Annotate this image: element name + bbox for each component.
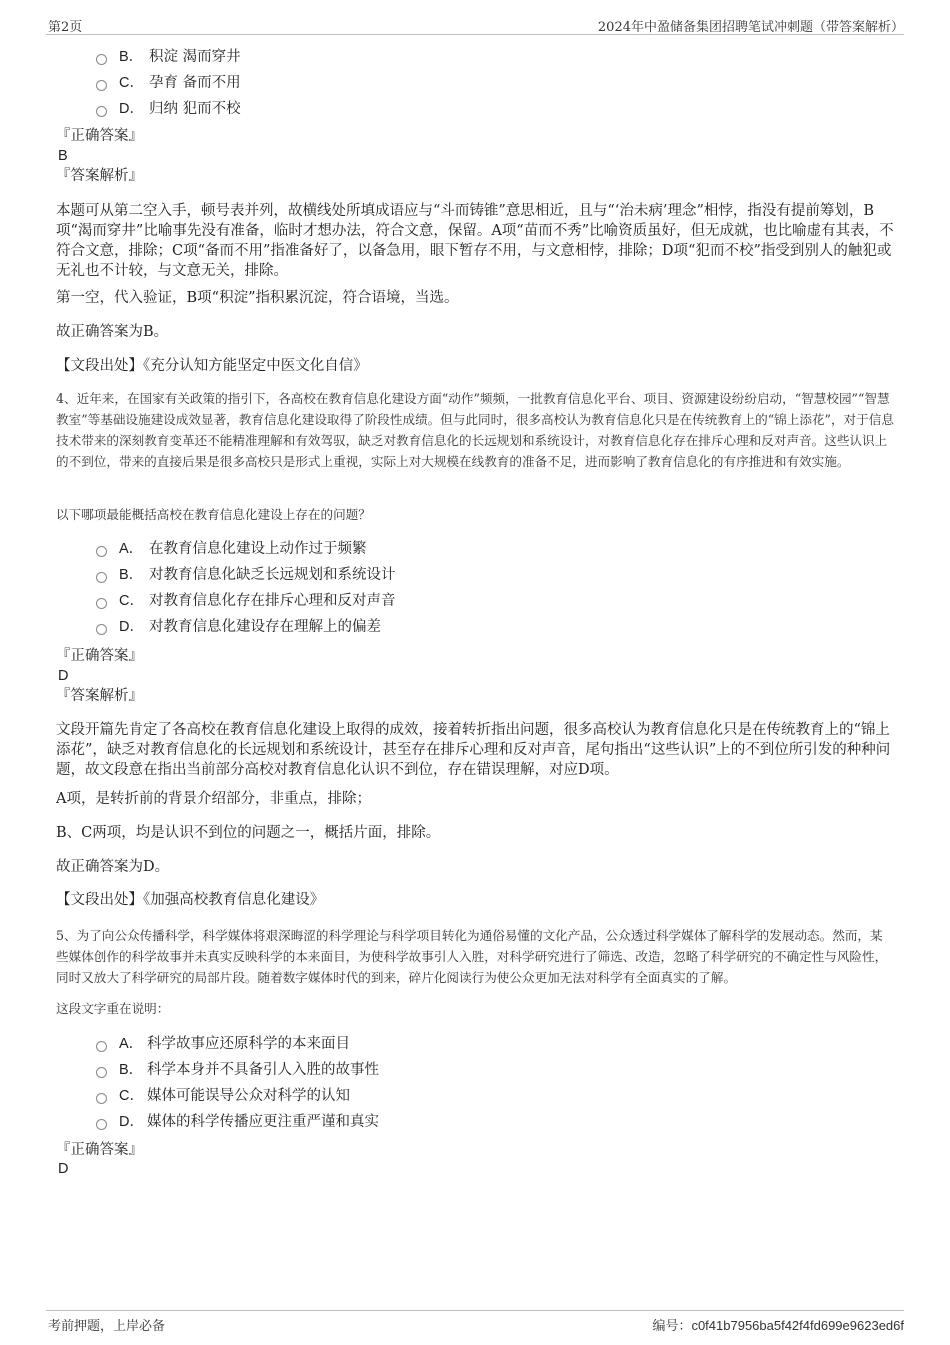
radio-icon[interactable] [96,624,107,635]
q5-question: 这段文字重在说明： [56,1001,170,1016]
q5-option-c[interactable]: C． 媒体可能误导公众对科学的认知 [96,1083,379,1109]
q4-option-d[interactable]: D． 对教育信息化建设存在理解上的偏差 [96,614,396,640]
q4-analysis-label: 『答案解析』 [56,688,143,704]
q3-option-b[interactable]: B． 积淀 渴而穿井 [96,44,241,70]
q3-answer: B [58,148,68,164]
q4-analysis-paragraph: B、C两项，均是认识不到位的问题之一，概括片面，排除。 [56,825,441,841]
page-header [46,14,904,35]
document-title: 2024年中盈储备集团招聘笔试冲刺题（带答案解析） [597,20,904,35]
q4-answer: D [58,668,69,684]
q5-option-d[interactable]: D． 媒体的科学传播应更注重严谨和真实 [96,1109,379,1135]
radio-icon[interactable] [96,1119,107,1130]
q4-answer-label: 『正确答案』 [56,648,143,664]
q4-option-b[interactable]: B． 对教育信息化缺乏长远规划和系统设计 [96,562,396,588]
q5-options [96,1031,379,1135]
q5-answer: D [58,1161,69,1177]
q3-options [96,44,241,122]
q5-option-a[interactable]: A． 科学故事应还原科学的本来面目 [96,1031,379,1057]
q3-option-d[interactable]: D． 归纳 犯而不校 [96,96,241,122]
page-footer [46,1310,904,1339]
q4-analysis-paragraph: 故正确答案为D。 [56,859,170,875]
radio-icon[interactable] [96,1067,107,1078]
radio-icon[interactable] [96,1093,107,1104]
q4-option-c[interactable]: C． 对教育信息化存在排斥心理和反对声音 [96,588,396,614]
radio-icon[interactable] [96,1041,107,1052]
q4-options [96,536,396,640]
radio-icon[interactable] [96,546,107,557]
radio-icon[interactable] [96,54,107,65]
q3-option-c[interactable]: C． 孕育 备而不用 [96,70,241,96]
radio-icon[interactable] [96,80,107,91]
document-code: 编号：c0f41b7956ba5f42f4fd699e9623ed6f [652,1318,904,1333]
q4-option-a[interactable]: A． 在教育信息化建设上动作过于频繁 [96,536,396,562]
q4-analysis-paragraph: 文段开篇先肯定了各高校在教育信息化建设上取得的成效，接着转折指出问题，很多高校认为教育信息化只是在传统教育上的“锦上添花”，缺乏对教育信息化的长远规划和系统设计，甚至存在排斥心理和反对声音，尾句指出“这些认识”上的不到位所引发的种种问题，故文段意在指出当前部分高校对教育信息化认识不到位，存在错误理解，对应D项。 [56,722,891,778]
q3-analysis-paragraph: 本题可从第二空入手，顿号表并列，故横线处所填成语应与“斗而铸锥”意思相近，且与“‘治未病’理念”相悖，指没有提前筹划，B项“渴而穿井”比喻事先没有准备，临时才想办法，符合文意，保留。A项“苗而不秀”比喻资质虽好，但无成就，也比喻虚有其表，不符合文意，排除；C项“备而不用”指准备好了，以备急用，眼下暂存不用，与文意相悖，排除；D项“犯而不校”指受到别人的触犯或无礼也不计较，与文意无关，排除。 [56,203,894,279]
footer-slogan: 考前押题，上岸必备 [48,1319,166,1334]
page-number: 第2页 [48,20,83,35]
radio-icon[interactable] [96,598,107,609]
q4-stem: 4、近年来，在国家有关政策的指引下，各高校在教育信息化建设方面“动作”频频，一批教育信息化平台、项目、资源建设纷纷启动，“智慧校园”“智慧教室”等基础设施建设成效显著，教育信息化建设取得了阶段性成绩。但与此同时，很多高校认为教育信息化只是在传统教育上的“锦上添花”，对于信息技术带来的深刻教育变革还不能精准理解和有效驾驭，缺乏对教育信息化的长远规划和系统设计，对教育信息化存在排斥心理和反对声音。这些认识上的不到位，带来的直接后果是很多高校只是形式上重视，实际上对大规模在线教育的准备不足，进而影响了教育信息化的有序推进和有效实施。 [56,391,894,469]
q3-analysis-label: 『答案解析』 [56,168,143,184]
radio-icon[interactable] [96,572,107,583]
q3-answer-label: 『正确答案』 [56,128,143,144]
q3-source: 【文段出处】《充分认知方能坚定中医文化自信》 [56,358,368,374]
q3-analysis-paragraph: 第一空，代入验证，B项“积淀”指积累沉淀，符合语境，当选。 [56,290,459,306]
q4-source: 【文段出处】《加强高校教育信息化建设》 [56,892,325,908]
q4-analysis-paragraph: A项，是转折前的背景介绍部分，非重点，排除； [56,791,371,807]
radio-icon[interactable] [96,106,107,117]
q4-question: 以下哪项最能概括高校在教育信息化建设上存在的问题？ [56,507,371,522]
q3-analysis-paragraph: 故正确答案为B。 [56,324,169,340]
q5-stem: 5、为了向公众传播科学，科学媒体将艰深晦涩的科学理论与科学项目转化为通俗易懂的文化产品，公众透过科学媒体了解科学的发展动态。然而，某些媒体创作的科学故事并未真实反映科学的本来面目，为使科学故事引人入胜，对科学研究进行了筛选、改造，忽略了科学研究的不确定性与风险性，同时又放大了科学研究的局部片段。随着数字媒体时代的到来，碎片化阅读行为使公众更加无法对科学有全面真实的了解。 [56,928,888,985]
q5-answer-label: 『正确答案』 [56,1142,143,1158]
q5-option-b[interactable]: B． 科学本身并不具备引人入胜的故事性 [96,1057,379,1083]
